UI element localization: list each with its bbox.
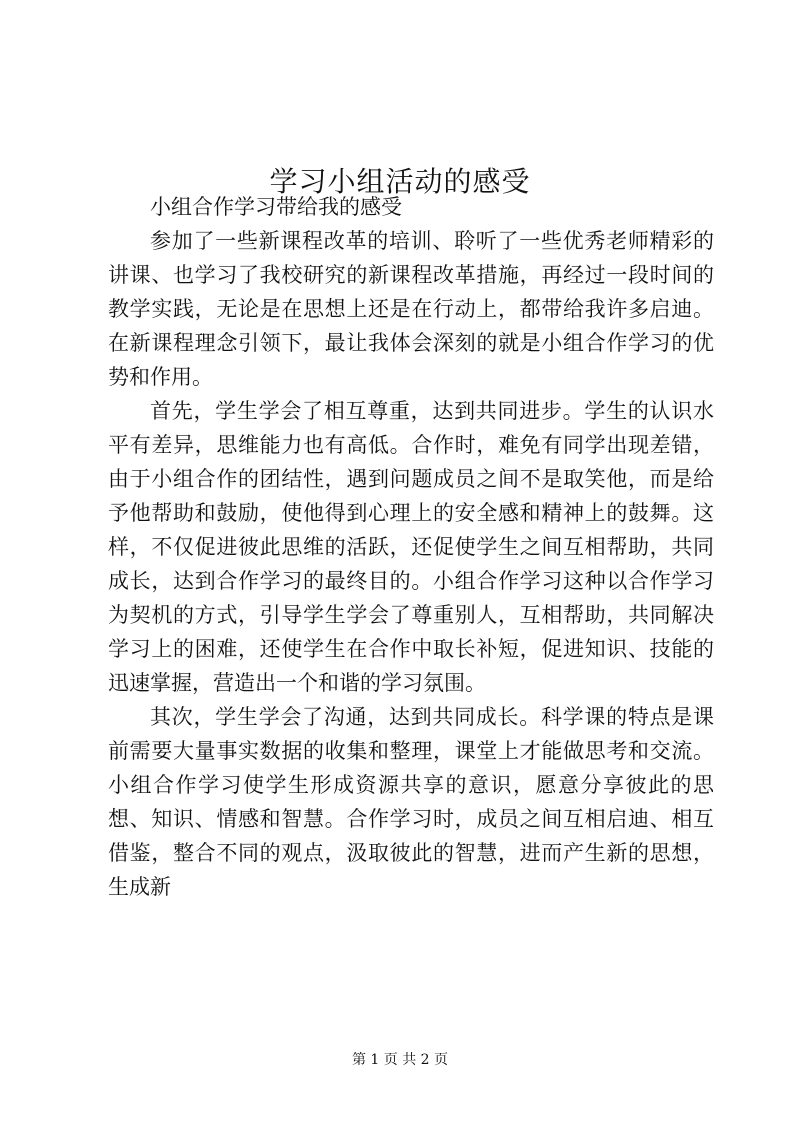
body-paragraph: 其次，学生学会了沟通，达到共同成长。科学课的特点是课前需要大量事实数据的收集和整理，课堂上才能做思考和交流。小组合作学习使学生形成资源共享的意识，愿意分享彼此的思想、知识、情感和智慧。合作学习时，成员之间互相启迪、相互借鉴，整合不同的观点，汲取彼此的智慧，进而产生新的思想，生成新 [108, 705, 714, 899]
body-paragraph: 参加了一些新课程改革的培训、聆听了一些优秀老师精彩的讲课、也学习了我校研究的新课程改革措施，再经过一段时间的教学实践，无论是在思想上还是在行动上，都带给我许多启迪。在新课程理念引领下，最让我体会深刻的就是小组合作学习的优势和作用。 [108, 229, 714, 389]
subtitle-paragraph: 小组合作学习带给我的感受 [150, 195, 402, 219]
document-title: 学习小组活动的感受 [269, 164, 531, 198]
document-body [108, 190, 714, 904]
body-paragraph: 首先，学生学会了相互尊重，达到共同进步。学生的认识水平有差异，思维能力也有高低。合作时，难免有同学出现差错，由于小组合作的团结性，遇到问题成员之间不是取笑他，而是给予他帮助和鼓励，使他得到心理上的安全感和精神上的鼓舞。这样，不仅促进彼此思维的活跃，还促使学生之间互相帮助，共同成长，达到合作学习的最终目的。小组合作学习这种以合作学习为契机的方式，引导学生学会了尊重别人，互相帮助，共同解决学习上的困难，还使学生在合作中取长补短，促进知识、技能的迅速掌握，营造出一个和谐的学习氛围。 [108, 399, 714, 695]
page-footer: 第 1 页 共 2 页 [351, 1052, 449, 1068]
